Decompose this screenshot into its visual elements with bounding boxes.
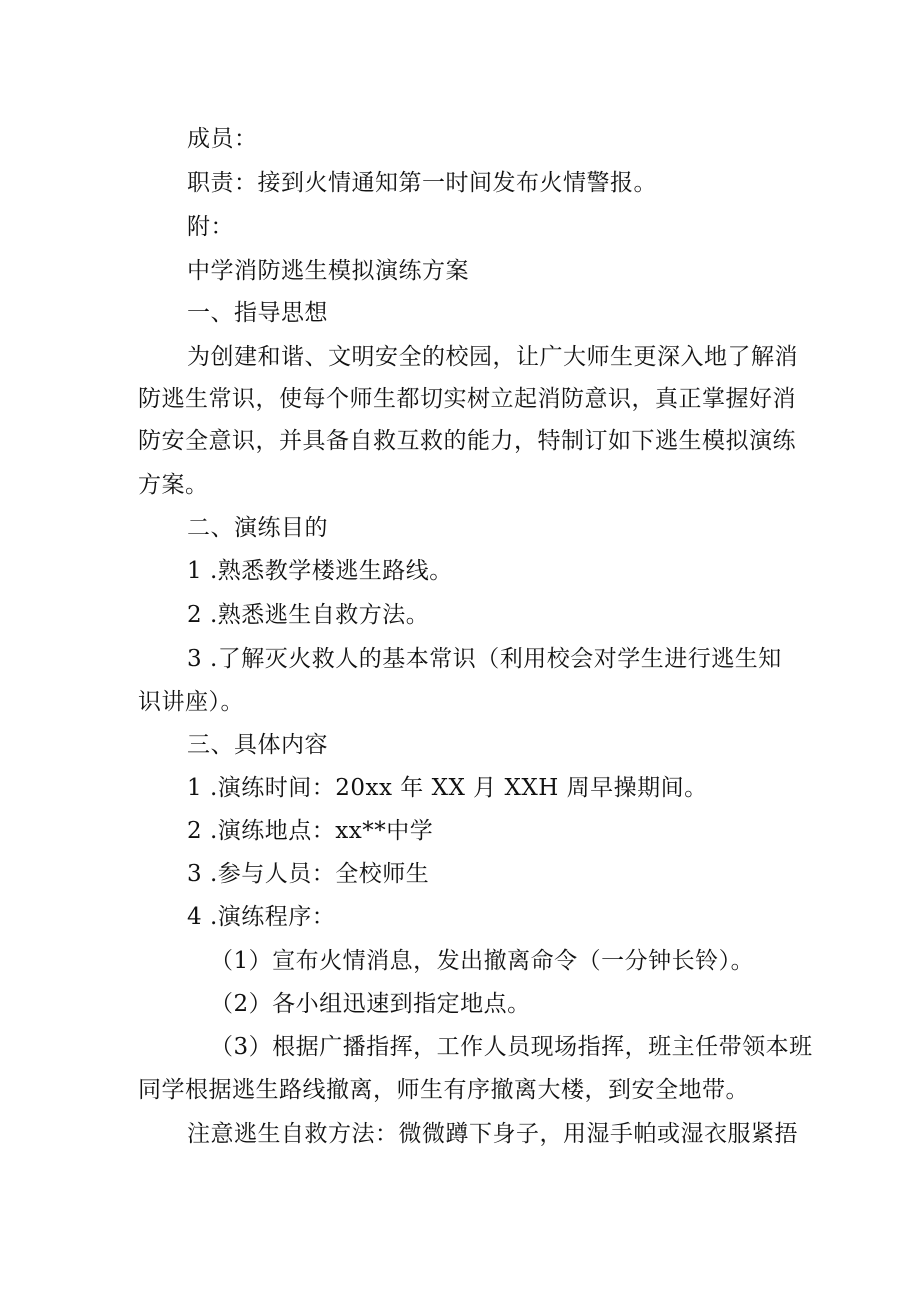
content-item-2: 2 .演练地点：xx**中学	[187, 818, 434, 844]
guiding-paragraph-line-1: 为创建和谐、文明安全的校园，让广大师生更深入地了解消	[187, 344, 798, 370]
procedure-step-3: （3）根据广播指挥，工作人员现场指挥，班主任带领本班	[210, 1034, 813, 1060]
purpose-item-3-continuation: 识讲座）。	[138, 689, 244, 715]
purpose-item-1: 1 .熟悉教学楼逃生路线。	[187, 558, 453, 584]
purpose-item-3: 3 .了解灭火救人的基本常识（利用校会对学生进行逃生知	[187, 646, 782, 672]
escape-note-line: 注意逃生自救方法：微微蹲下身子，用湿手帕或湿衣服紧捂	[187, 1121, 798, 1147]
purpose-item-2: 2 .熟悉逃生自救方法。	[187, 602, 430, 628]
content-item-1: 1 .演练时间：20xx 年 XX 月 XXH 周早操期间。	[187, 775, 708, 801]
content-item-3: 3 .参与人员：全校师生	[187, 861, 430, 887]
guiding-heading: 一、指导思想	[187, 300, 328, 326]
duty-line: 职责：接到火情通知第一时间发布火情警报。	[187, 170, 657, 196]
guiding-paragraph-line-4: 方案。	[138, 472, 209, 498]
procedure-step-1: （1）宣布火情消息，发出撤离命令（一分钟长铃）。	[210, 948, 755, 974]
members-line: 成员：	[187, 126, 258, 152]
content-heading: 三、具体内容	[187, 732, 328, 758]
guiding-paragraph-line-2: 防逃生常识，使每个师生都切实树立起消防意识，真正掌握好消	[138, 386, 796, 412]
procedure-step-3-continuation: 同学根据逃生路线撤离，师生有序撤离大楼，到安全地带。	[138, 1077, 749, 1103]
appendix-label: 附：	[187, 214, 234, 240]
content-item-4: 4 .演练程序：	[187, 904, 336, 930]
plan-title: 中学消防逃生模拟演练方案	[187, 258, 469, 284]
purpose-heading: 二、演练目的	[187, 515, 328, 541]
procedure-step-2: （2）各小组迅速到指定地点。	[210, 991, 531, 1017]
guiding-paragraph-line-3: 防安全意识，并具备自救互救的能力，特制订如下逃生模拟演练	[138, 428, 796, 454]
